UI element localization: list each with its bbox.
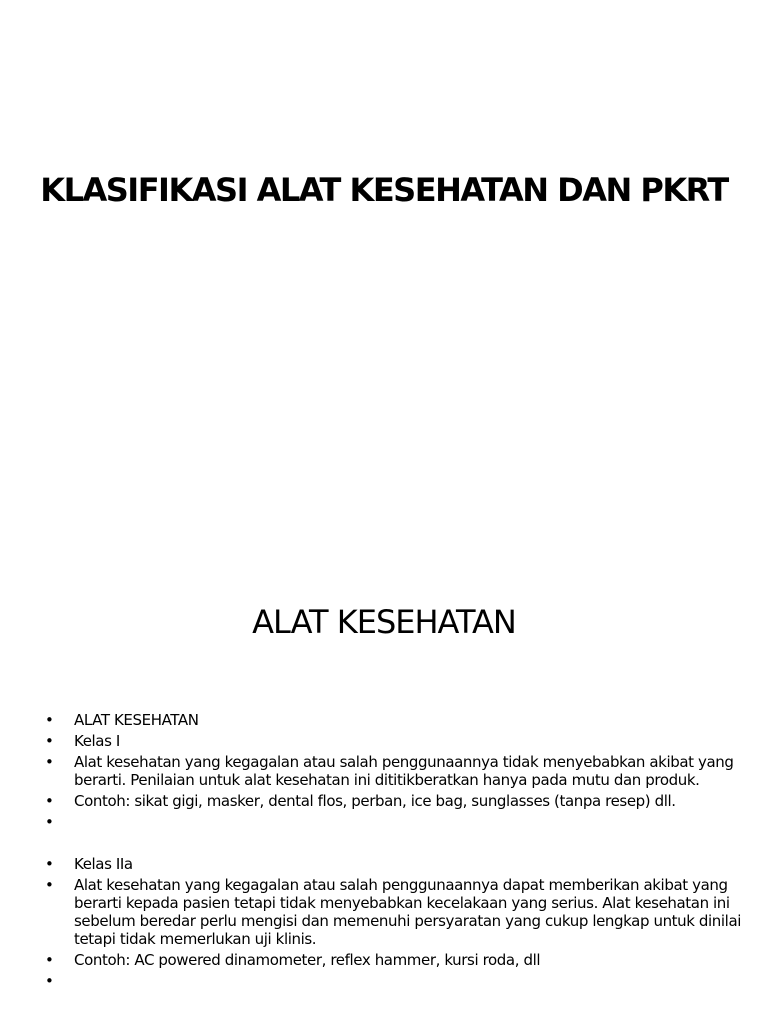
bullet-item — [45, 792, 745, 810]
bullet-text — [74, 813, 745, 831]
bullet-icon: • — [45, 972, 54, 990]
bullet-text — [74, 972, 745, 990]
bullet-item — [45, 951, 745, 969]
slide-heading: ALAT KESEHATAN — [252, 603, 516, 641]
bullet-icon: • — [45, 855, 54, 873]
content-slide — [0, 570, 768, 1024]
bullet-text: Kelas IIa — [74, 855, 133, 873]
bullet-text: Alat kesehatan yang kegagalan atau salah penggunaannya dapat memberikan akibat yang berarti kepada pasien tetapi tidak menyebabkan kecelakaan yang serius. Alat kesehatan ini sebelum beredar perlu mengisi dan memenuhi persyaratan yang cukup lengkap untuk dinilai tetapi tidak memerlukan uji klinis. — [74, 876, 742, 948]
bullet-icon: • — [45, 813, 54, 831]
bullet-item — [45, 711, 745, 729]
bullet-icon: • — [45, 876, 54, 894]
bullet-icon: • — [45, 732, 54, 750]
bullet-icon: • — [45, 792, 54, 810]
bullet-item — [45, 753, 745, 789]
bullet-item — [45, 855, 745, 873]
bullet-text: Kelas I — [74, 732, 120, 750]
bullet-item — [45, 876, 745, 948]
bullet-icon: • — [45, 753, 54, 771]
bullet-item-empty — [45, 813, 745, 831]
bullet-text: Contoh: AC powered dinamometer, reflex hammer, kursi roda, dll — [74, 951, 541, 969]
bullet-icon: • — [45, 711, 54, 729]
slide-title: KLASIFIKASI ALAT KESEHATAN DAN PKRT — [40, 171, 728, 209]
bullet-text: Alat kesehatan yang kegagalan atau salah penggunaannya tidak menyebabkan akibat yang berarti. Penilaian untuk alat kesehatan ini dititikberatkan hanya pada mutu dan produk. — [74, 753, 734, 789]
bullet-list — [45, 711, 745, 993]
bullet-icon: • — [45, 951, 54, 969]
bullet-text: Contoh: sikat gigi, masker, dental flos, perban, ice bag, sunglasses (tanpa resep) dll. — [74, 792, 676, 810]
bullet-item-empty — [45, 972, 745, 990]
bullet-item — [45, 732, 745, 750]
bullet-text: ALAT KESEHATAN — [74, 711, 199, 729]
